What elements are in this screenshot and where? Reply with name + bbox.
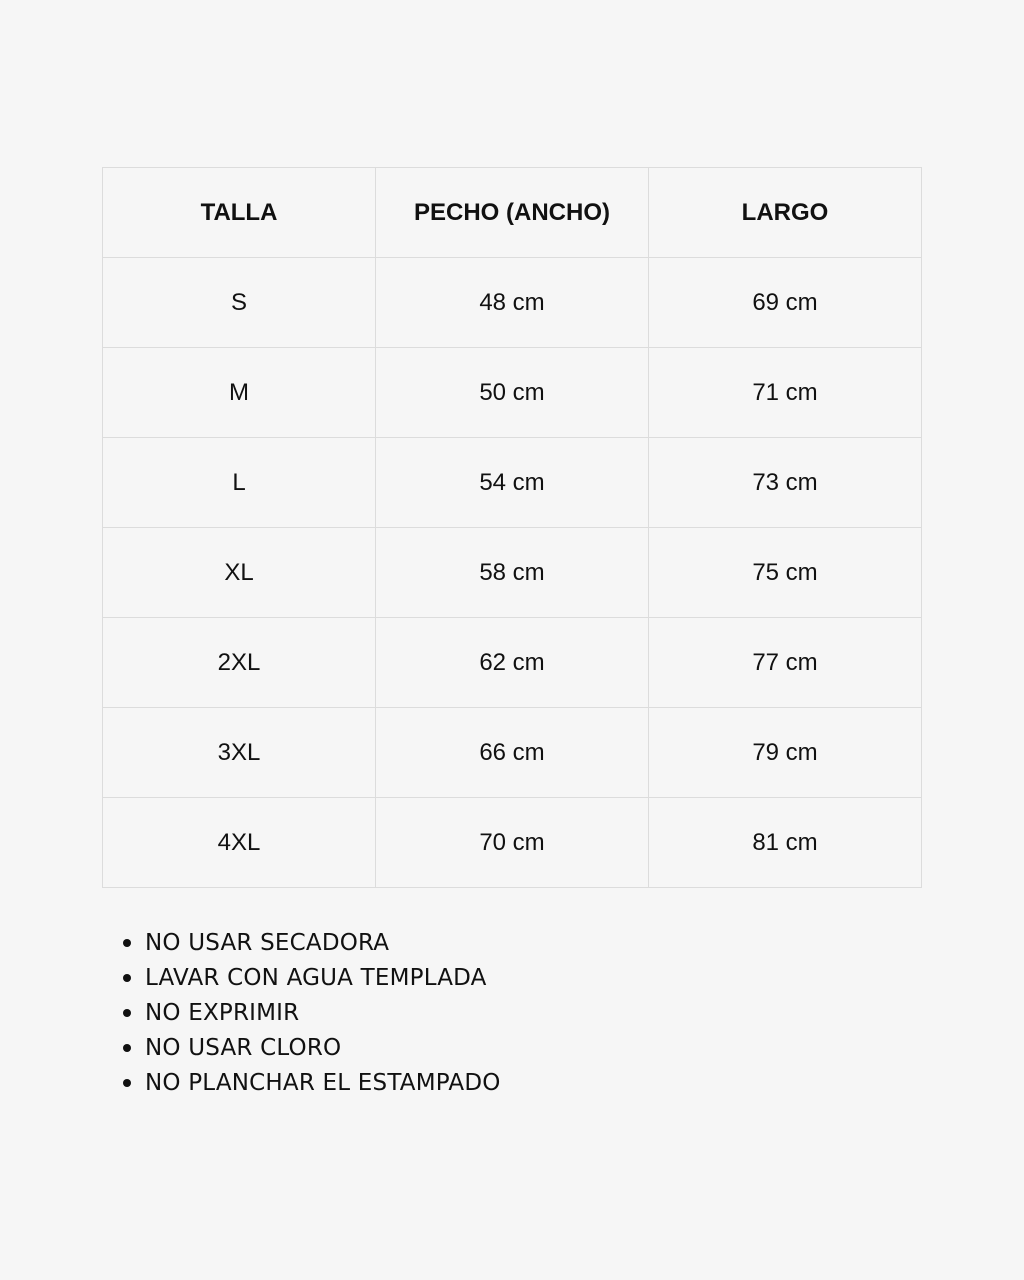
- care-instruction-text: NO USAR SECADORA: [145, 929, 390, 956]
- length-cell: 77 cm: [649, 618, 922, 708]
- size-cell: L: [103, 438, 376, 528]
- length-cell: 71 cm: [649, 348, 922, 438]
- header-pecho: PECHO (ANCHO): [376, 168, 649, 258]
- care-instructions-list: [120, 925, 501, 1100]
- list-item: [120, 995, 501, 1030]
- bullet-icon: [123, 1079, 131, 1087]
- care-instruction-text: NO PLANCHAR EL ESTAMPADO: [145, 1069, 501, 1096]
- care-instruction-text: NO USAR CLORO: [145, 1034, 342, 1061]
- table-row: [103, 528, 922, 618]
- table-row: [103, 438, 922, 528]
- chest-cell: 54 cm: [376, 438, 649, 528]
- table-row: [103, 798, 922, 888]
- list-item: [120, 1030, 501, 1065]
- care-instruction-text: NO EXPRIMIR: [145, 999, 300, 1026]
- length-cell: 75 cm: [649, 528, 922, 618]
- size-cell: S: [103, 258, 376, 348]
- bullet-icon: [123, 974, 131, 982]
- list-item: [120, 1065, 501, 1100]
- list-item: [120, 925, 501, 960]
- table-header-row: [103, 168, 922, 258]
- header-talla: TALLA: [103, 168, 376, 258]
- length-cell: 69 cm: [649, 258, 922, 348]
- table-row: [103, 618, 922, 708]
- header-largo: LARGO: [649, 168, 922, 258]
- length-cell: 79 cm: [649, 708, 922, 798]
- size-cell: XL: [103, 528, 376, 618]
- chest-cell: 62 cm: [376, 618, 649, 708]
- chest-cell: 48 cm: [376, 258, 649, 348]
- care-instruction-text: LAVAR CON AGUA TEMPLADA: [145, 964, 487, 991]
- bullet-icon: [123, 1009, 131, 1017]
- size-cell: 4XL: [103, 798, 376, 888]
- size-chart-table: [102, 167, 922, 888]
- list-item: [120, 960, 501, 995]
- chest-cell: 66 cm: [376, 708, 649, 798]
- size-cell: 2XL: [103, 618, 376, 708]
- bullet-icon: [123, 939, 131, 947]
- chest-cell: 58 cm: [376, 528, 649, 618]
- length-cell: 73 cm: [649, 438, 922, 528]
- table-row: [103, 258, 922, 348]
- chest-cell: 50 cm: [376, 348, 649, 438]
- chest-cell: 70 cm: [376, 798, 649, 888]
- size-cell: 3XL: [103, 708, 376, 798]
- table-row: [103, 708, 922, 798]
- bullet-icon: [123, 1044, 131, 1052]
- table-row: [103, 348, 922, 438]
- size-cell: M: [103, 348, 376, 438]
- length-cell: 81 cm: [649, 798, 922, 888]
